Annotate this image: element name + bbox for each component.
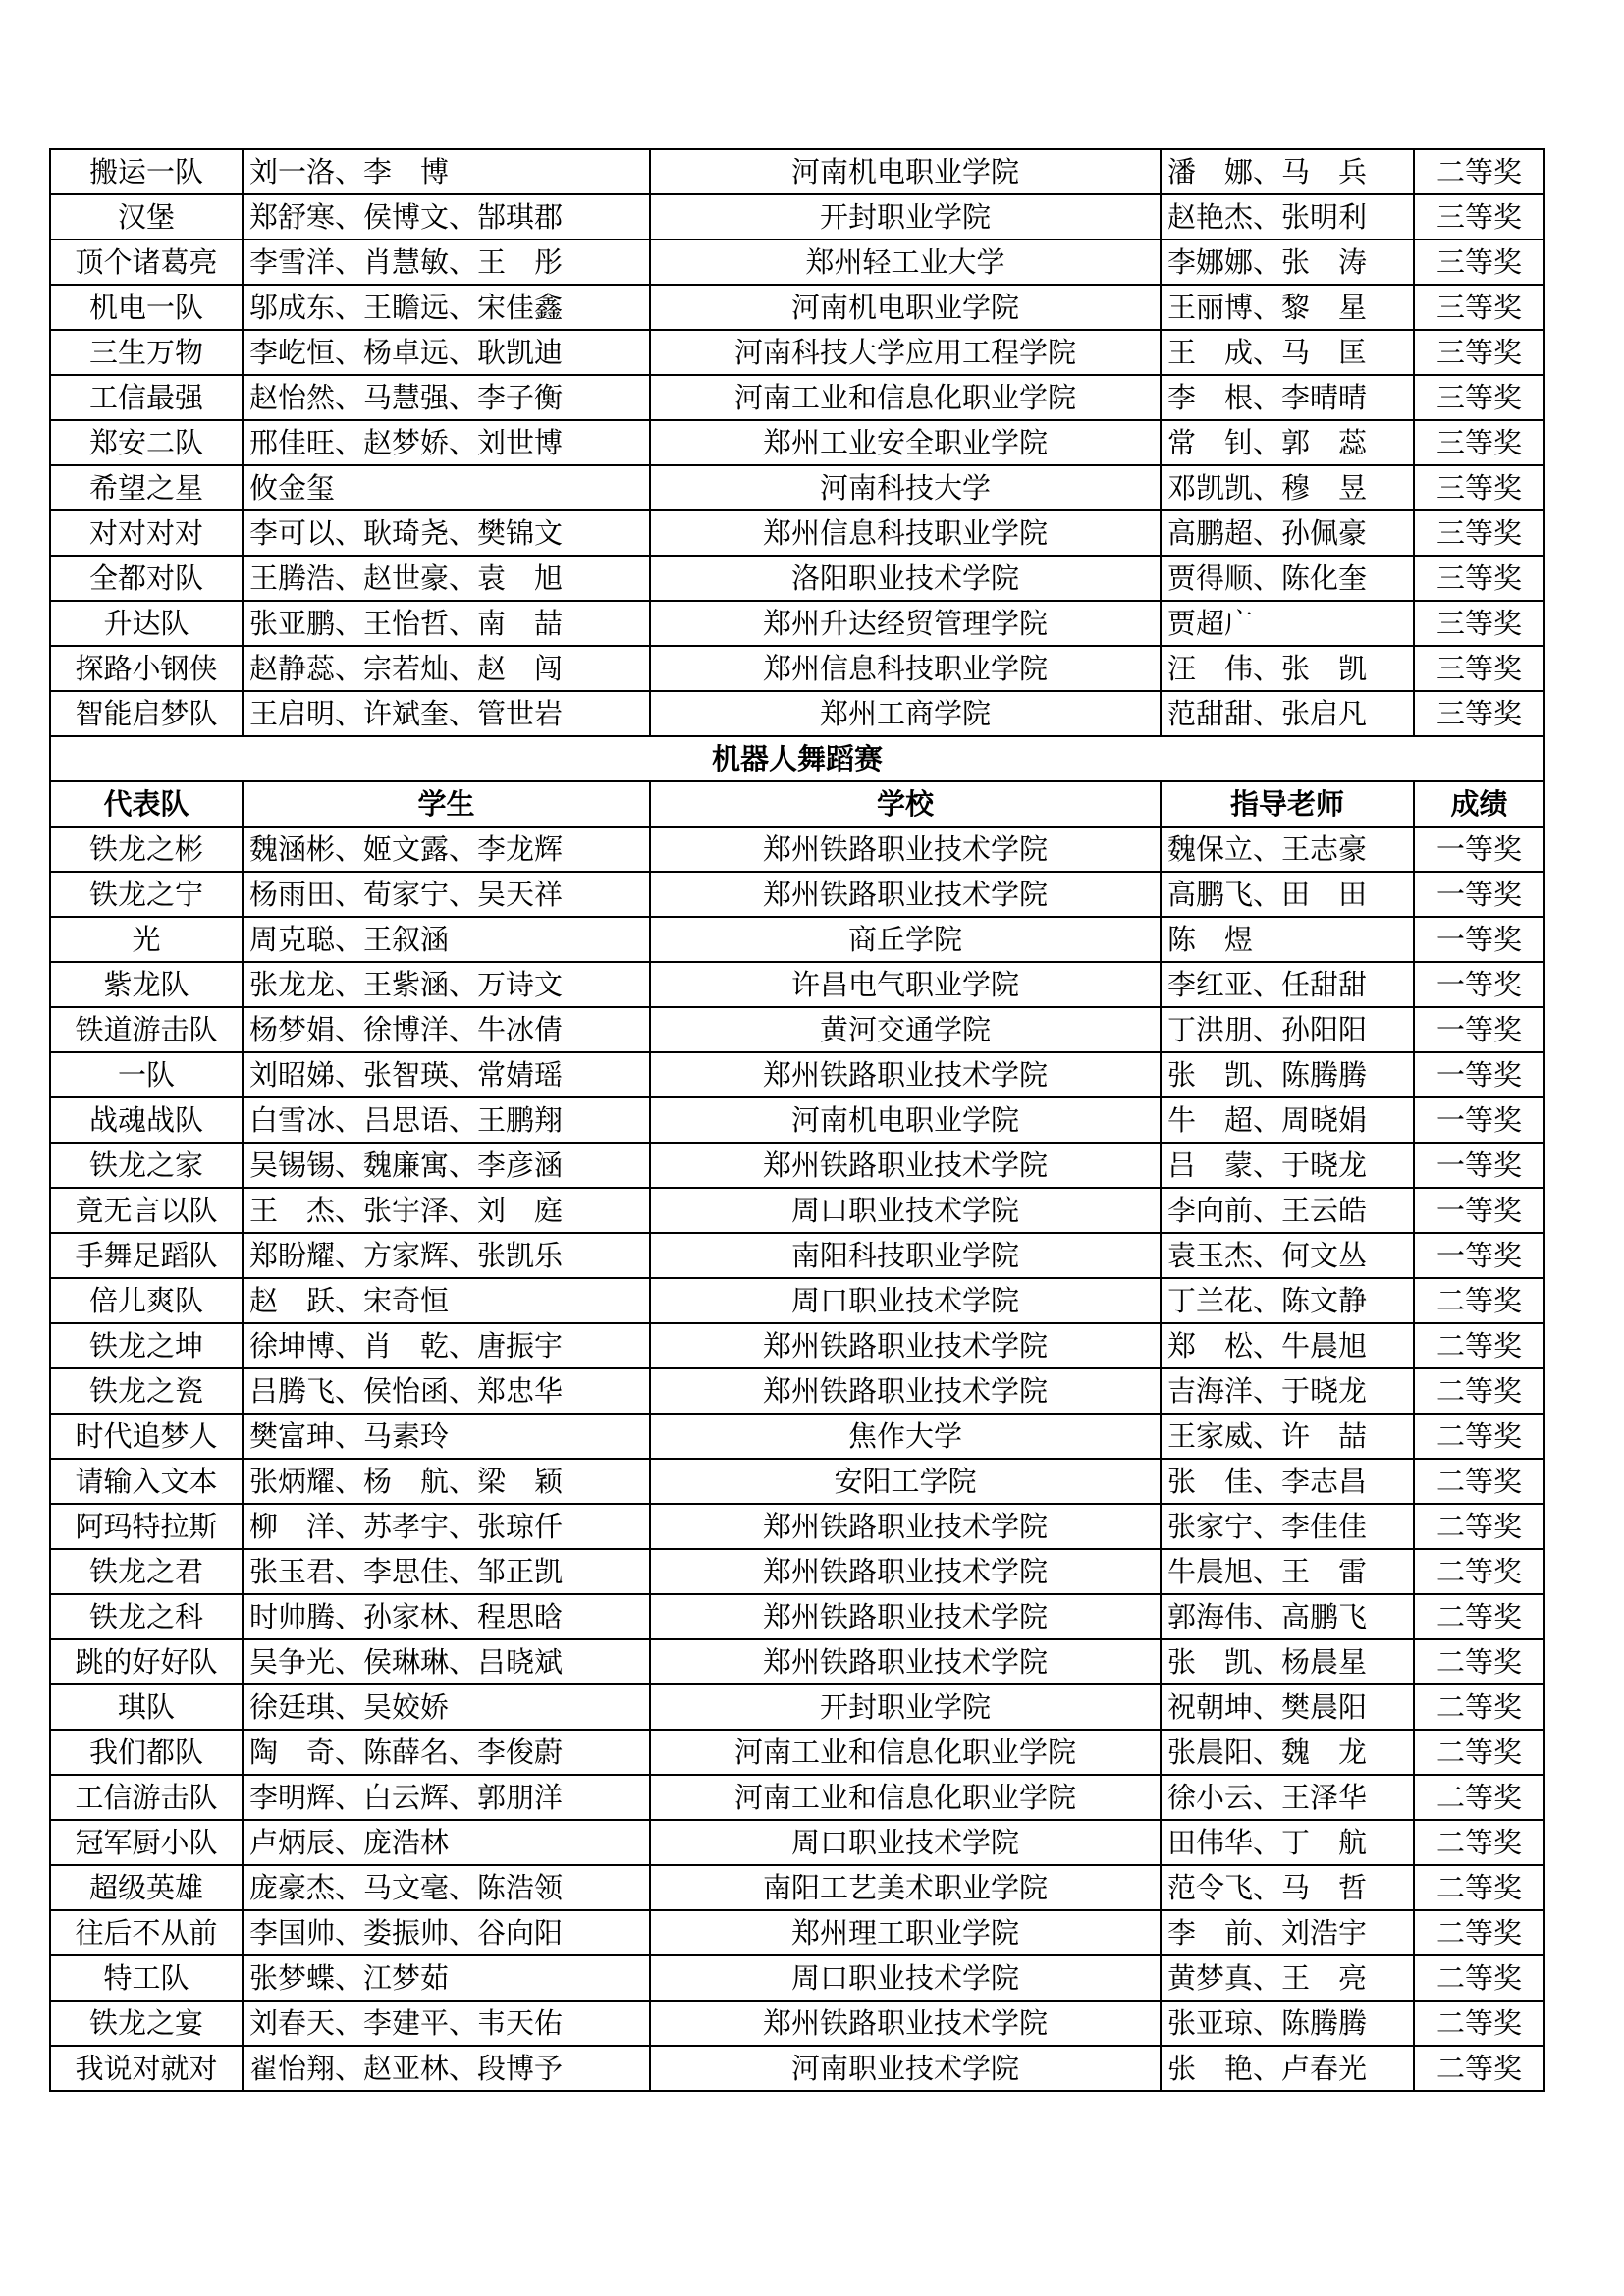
students-cell: 王腾浩、赵世豪、袁 旭 xyxy=(243,556,650,601)
team-cell: 战魂战队 xyxy=(50,1097,243,1143)
school-cell: 开封职业学院 xyxy=(650,194,1161,240)
teachers-cell: 张晨阳、魏 龙 xyxy=(1161,1730,1414,1775)
students-cell: 邬成东、王瞻远、宋佳鑫 xyxy=(243,285,650,330)
students-cell: 李屹恒、杨卓远、耿凯迪 xyxy=(243,330,650,375)
table-row xyxy=(50,827,1544,872)
award-cell: 二等奖 xyxy=(1414,1730,1544,1775)
students-cell: 徐坤博、肖 乾、唐振宇 xyxy=(243,1323,650,1368)
students-cell: 赵静蕊、宗若灿、赵 闯 xyxy=(243,646,650,691)
table-row xyxy=(50,1820,1544,1865)
teachers-cell: 李向前、王云皓 xyxy=(1161,1188,1414,1233)
table-row xyxy=(50,872,1544,917)
award-cell: 三等奖 xyxy=(1414,194,1544,240)
table-row xyxy=(50,1955,1544,2001)
teachers-cell: 李 根、李晴晴 xyxy=(1161,375,1414,420)
table-row xyxy=(50,1684,1544,1730)
teachers-cell: 潘 娜、马 兵 xyxy=(1161,149,1414,194)
students-cell: 张梦蝶、江梦茹 xyxy=(243,1955,650,2001)
teachers-cell: 祝朝坤、樊晨阳 xyxy=(1161,1684,1414,1730)
award-cell: 三等奖 xyxy=(1414,646,1544,691)
school-cell: 郑州信息科技职业学院 xyxy=(650,646,1161,691)
team-cell: 铁道游击队 xyxy=(50,1007,243,1052)
award-cell: 二等奖 xyxy=(1414,1414,1544,1459)
teachers-cell: 王家威、许 喆 xyxy=(1161,1414,1414,1459)
table-row xyxy=(50,1459,1544,1504)
school-cell: 郑州信息科技职业学院 xyxy=(650,510,1161,556)
award-cell: 二等奖 xyxy=(1414,2046,1544,2091)
students-cell: 吴争光、侯琳琳、吕晓斌 xyxy=(243,1639,650,1684)
school-cell: 许昌电气职业学院 xyxy=(650,962,1161,1007)
table-row xyxy=(50,1910,1544,1955)
students-cell: 赵怡然、马慧强、李子衡 xyxy=(243,375,650,420)
teachers-cell: 张 凯、杨晨星 xyxy=(1161,1639,1414,1684)
school-cell: 河南职业技术学院 xyxy=(650,2046,1161,2091)
table-row xyxy=(50,149,1544,194)
team-cell: 时代追梦人 xyxy=(50,1414,243,1459)
team-cell: 顶个诸葛亮 xyxy=(50,240,243,285)
team-cell: 铁龙之瓷 xyxy=(50,1368,243,1414)
team-cell: 跳的好好队 xyxy=(50,1639,243,1684)
school-cell: 郑州铁路职业技术学院 xyxy=(650,1639,1161,1684)
students-cell: 魏涵彬、姬文露、李龙辉 xyxy=(243,827,650,872)
team-cell: 全都对队 xyxy=(50,556,243,601)
table-row xyxy=(50,1143,1544,1188)
table-row xyxy=(50,1730,1544,1775)
award-cell: 一等奖 xyxy=(1414,1052,1544,1097)
teachers-cell: 丁兰花、陈文静 xyxy=(1161,1278,1414,1323)
teachers-cell: 郭海伟、高鹏飞 xyxy=(1161,1594,1414,1639)
table-row xyxy=(50,1188,1544,1233)
table-row xyxy=(50,556,1544,601)
teachers-cell: 李娜娜、张 涛 xyxy=(1161,240,1414,285)
teachers-cell: 范令飞、马 哲 xyxy=(1161,1865,1414,1910)
award-cell: 二等奖 xyxy=(1414,1820,1544,1865)
school-cell: 商丘学院 xyxy=(650,917,1161,962)
table-row xyxy=(50,1233,1544,1278)
school-cell: 郑州工业安全职业学院 xyxy=(650,420,1161,465)
award-cell: 一等奖 xyxy=(1414,872,1544,917)
table-row xyxy=(50,1052,1544,1097)
award-cell: 二等奖 xyxy=(1414,1594,1544,1639)
teachers-cell: 贾超广 xyxy=(1161,601,1414,646)
students-cell: 徐廷琪、吴姣娇 xyxy=(243,1684,650,1730)
students-cell: 李明辉、白云辉、郭朋洋 xyxy=(243,1775,650,1820)
section-title-row xyxy=(50,736,1544,781)
school-cell: 开封职业学院 xyxy=(650,1684,1161,1730)
table-row xyxy=(50,285,1544,330)
school-cell: 河南机电职业学院 xyxy=(650,149,1161,194)
students-cell: 郑舒寒、侯博文、郜琪郡 xyxy=(243,194,650,240)
team-cell: 我们都队 xyxy=(50,1730,243,1775)
table-row xyxy=(50,1639,1544,1684)
award-cell: 二等奖 xyxy=(1414,1910,1544,1955)
students-cell: 杨雨田、荀家宁、吴天祥 xyxy=(243,872,650,917)
students-cell: 吴锡锡、魏廉寓、李彦涵 xyxy=(243,1143,650,1188)
teachers-cell: 张 佳、李志昌 xyxy=(1161,1459,1414,1504)
students-cell: 刘一洛、李 博 xyxy=(243,149,650,194)
team-cell: 冠军厨小队 xyxy=(50,1820,243,1865)
team-cell: 智能启梦队 xyxy=(50,691,243,736)
team-cell: 倍儿爽队 xyxy=(50,1278,243,1323)
award-cell: 二等奖 xyxy=(1414,1549,1544,1594)
award-cell: 三等奖 xyxy=(1414,240,1544,285)
award-cell: 一等奖 xyxy=(1414,827,1544,872)
school-cell: 河南机电职业学院 xyxy=(650,1097,1161,1143)
teachers-cell: 李 前、刘浩宇 xyxy=(1161,1910,1414,1955)
award-cell: 一等奖 xyxy=(1414,1097,1544,1143)
school-cell: 郑州铁路职业技术学院 xyxy=(650,2001,1161,2046)
award-cell: 二等奖 xyxy=(1414,149,1544,194)
teachers-cell: 邓凯凯、穆 昱 xyxy=(1161,465,1414,510)
table-row xyxy=(50,917,1544,962)
table-row xyxy=(50,1594,1544,1639)
award-cell: 三等奖 xyxy=(1414,465,1544,510)
award-cell: 二等奖 xyxy=(1414,2001,1544,2046)
school-cell: 南阳工艺美术职业学院 xyxy=(650,1865,1161,1910)
school-cell: 周口职业技术学院 xyxy=(650,1278,1161,1323)
award-cell: 三等奖 xyxy=(1414,285,1544,330)
teachers-cell: 汪 伟、张 凯 xyxy=(1161,646,1414,691)
table-row xyxy=(50,601,1544,646)
school-cell: 郑州铁路职业技术学院 xyxy=(650,827,1161,872)
students-cell: 杨梦娟、徐博洋、牛冰倩 xyxy=(243,1007,650,1052)
section-title: 机器人舞蹈赛 xyxy=(50,736,1544,781)
school-cell: 周口职业技术学院 xyxy=(650,1820,1161,1865)
students-cell: 赵 跃、宋奇恒 xyxy=(243,1278,650,1323)
table-row xyxy=(50,240,1544,285)
team-cell: 对对对对 xyxy=(50,510,243,556)
team-cell: 铁龙之宴 xyxy=(50,2001,243,2046)
award-cell: 三等奖 xyxy=(1414,601,1544,646)
table-row xyxy=(50,1368,1544,1414)
students-cell: 白雪冰、吕思语、王鹏翔 xyxy=(243,1097,650,1143)
table-row xyxy=(50,375,1544,420)
teachers-cell: 高鹏飞、田 田 xyxy=(1161,872,1414,917)
team-cell: 紫龙队 xyxy=(50,962,243,1007)
team-cell: 机电一队 xyxy=(50,285,243,330)
award-cell: 三等奖 xyxy=(1414,375,1544,420)
students-cell: 刘春天、李建平、韦天佑 xyxy=(243,2001,650,2046)
school-cell: 郑州铁路职业技术学院 xyxy=(650,1594,1161,1639)
award-cell: 二等奖 xyxy=(1414,1684,1544,1730)
team-cell: 铁龙之宁 xyxy=(50,872,243,917)
teachers-cell: 张 凯、陈腾腾 xyxy=(1161,1052,1414,1097)
table-row xyxy=(50,1414,1544,1459)
table-row xyxy=(50,1504,1544,1549)
school-cell: 郑州铁路职业技术学院 xyxy=(650,1052,1161,1097)
team-cell: 三生万物 xyxy=(50,330,243,375)
table-row xyxy=(50,1007,1544,1052)
teachers-cell: 吉海洋、于晓龙 xyxy=(1161,1368,1414,1414)
team-cell: 铁龙之科 xyxy=(50,1594,243,1639)
school-cell: 河南科技大学应用工程学院 xyxy=(650,330,1161,375)
team-cell: 往后不从前 xyxy=(50,1910,243,1955)
students-cell: 柳 洋、苏孝宇、张琼仟 xyxy=(243,1504,650,1549)
students-cell: 李雪洋、肖慧敏、王 彤 xyxy=(243,240,650,285)
school-cell: 郑州工商学院 xyxy=(650,691,1161,736)
header-students: 学生 xyxy=(243,781,650,827)
table-row xyxy=(50,194,1544,240)
school-cell: 郑州铁路职业技术学院 xyxy=(650,1504,1161,1549)
table-row xyxy=(50,1278,1544,1323)
teachers-cell: 高鹏超、孙佩豪 xyxy=(1161,510,1414,556)
school-cell: 河南机电职业学院 xyxy=(650,285,1161,330)
school-cell: 河南工业和信息化职业学院 xyxy=(650,1775,1161,1820)
students-cell: 张亚鹏、王怡哲、南 喆 xyxy=(243,601,650,646)
school-cell: 焦作大学 xyxy=(650,1414,1161,1459)
school-cell: 河南工业和信息化职业学院 xyxy=(650,375,1161,420)
students-cell: 李可以、耿琦尧、樊锦文 xyxy=(243,510,650,556)
school-cell: 郑州铁路职业技术学院 xyxy=(650,872,1161,917)
students-cell: 张玉君、李思佳、邹正凯 xyxy=(243,1549,650,1594)
team-cell: 阿玛特拉斯 xyxy=(50,1504,243,1549)
table-row xyxy=(50,691,1544,736)
students-cell: 樊富珅、马素玲 xyxy=(243,1414,650,1459)
team-cell: 汉堡 xyxy=(50,194,243,240)
school-cell: 南阳科技职业学院 xyxy=(650,1233,1161,1278)
school-cell: 黄河交通学院 xyxy=(650,1007,1161,1052)
dance-section-header xyxy=(50,736,1544,827)
award-cell: 一等奖 xyxy=(1414,1188,1544,1233)
students-cell: 攸金玺 xyxy=(243,465,650,510)
team-cell: 琪队 xyxy=(50,1684,243,1730)
team-cell: 升达队 xyxy=(50,601,243,646)
table-row xyxy=(50,1865,1544,1910)
table-row xyxy=(50,962,1544,1007)
teachers-cell: 王丽博、黎 星 xyxy=(1161,285,1414,330)
team-cell: 一队 xyxy=(50,1052,243,1097)
award-cell: 一等奖 xyxy=(1414,917,1544,962)
team-cell: 特工队 xyxy=(50,1955,243,2001)
students-cell: 卢炳辰、庞浩林 xyxy=(243,1820,650,1865)
students-cell: 周克聪、王叙涵 xyxy=(243,917,650,962)
teachers-cell: 徐小云、王泽华 xyxy=(1161,1775,1414,1820)
school-cell: 洛阳职业技术学院 xyxy=(650,556,1161,601)
school-cell: 郑州理工职业学院 xyxy=(650,1910,1161,1955)
teachers-cell: 陈 煜 xyxy=(1161,917,1414,962)
award-cell: 二等奖 xyxy=(1414,1504,1544,1549)
team-cell: 工信游击队 xyxy=(50,1775,243,1820)
dance-section-rows xyxy=(50,827,1544,2091)
team-cell: 铁龙之彬 xyxy=(50,827,243,872)
students-cell: 翟怡翔、赵亚林、段博予 xyxy=(243,2046,650,2091)
table-row xyxy=(50,330,1544,375)
students-cell: 王 杰、张宇泽、刘 庭 xyxy=(243,1188,650,1233)
header-team: 代表队 xyxy=(50,781,243,827)
school-cell: 周口职业技术学院 xyxy=(650,1188,1161,1233)
school-cell: 安阳工学院 xyxy=(650,1459,1161,1504)
award-cell: 二等奖 xyxy=(1414,1459,1544,1504)
school-cell: 郑州轻工业大学 xyxy=(650,240,1161,285)
header-teachers: 指导老师 xyxy=(1161,781,1414,827)
team-cell: 请输入文本 xyxy=(50,1459,243,1504)
award-cell: 一等奖 xyxy=(1414,962,1544,1007)
team-cell: 搬运一队 xyxy=(50,149,243,194)
teachers-cell: 吕 蒙、于晓龙 xyxy=(1161,1143,1414,1188)
header-award: 成绩 xyxy=(1414,781,1544,827)
school-cell: 郑州铁路职业技术学院 xyxy=(650,1323,1161,1368)
table-row xyxy=(50,1549,1544,1594)
team-cell: 光 xyxy=(50,917,243,962)
school-cell: 郑州铁路职业技术学院 xyxy=(650,1368,1161,1414)
students-cell: 王启明、许斌奎、管世岩 xyxy=(243,691,650,736)
teachers-cell: 牛晨旭、王 雷 xyxy=(1161,1549,1414,1594)
team-cell: 铁龙之家 xyxy=(50,1143,243,1188)
team-cell: 工信最强 xyxy=(50,375,243,420)
students-cell: 刘昭娣、张智瑛、常婧瑶 xyxy=(243,1052,650,1097)
team-cell: 希望之星 xyxy=(50,465,243,510)
teachers-cell: 黄梦真、王 亮 xyxy=(1161,1955,1414,2001)
award-cell: 二等奖 xyxy=(1414,1865,1544,1910)
teachers-cell: 王 成、马 匡 xyxy=(1161,330,1414,375)
students-cell: 张炳耀、杨 航、梁 颖 xyxy=(243,1459,650,1504)
table-row xyxy=(50,2046,1544,2091)
students-cell: 陶 奇、陈薛名、李俊蔚 xyxy=(243,1730,650,1775)
students-cell: 吕腾飞、侯怡函、郑忠华 xyxy=(243,1368,650,1414)
students-cell: 庞豪杰、马文毫、陈浩领 xyxy=(243,1865,650,1910)
award-cell: 二等奖 xyxy=(1414,1955,1544,2001)
teachers-cell: 贾得顺、陈化奎 xyxy=(1161,556,1414,601)
award-cell: 三等奖 xyxy=(1414,330,1544,375)
students-cell: 郑盼耀、方家辉、张凯乐 xyxy=(243,1233,650,1278)
teachers-cell: 袁玉杰、何文丛 xyxy=(1161,1233,1414,1278)
students-cell: 邢佳旺、赵梦娇、刘世博 xyxy=(243,420,650,465)
teachers-cell: 田伟华、丁 航 xyxy=(1161,1820,1414,1865)
award-cell: 三等奖 xyxy=(1414,691,1544,736)
table-row xyxy=(50,1323,1544,1368)
teachers-cell: 张家宁、李佳佳 xyxy=(1161,1504,1414,1549)
school-cell: 郑州铁路职业技术学院 xyxy=(650,1143,1161,1188)
students-cell: 时帅腾、孙家林、程思晗 xyxy=(243,1594,650,1639)
award-cell: 一等奖 xyxy=(1414,1143,1544,1188)
award-cell: 一等奖 xyxy=(1414,1233,1544,1278)
award-cell: 二等奖 xyxy=(1414,1639,1544,1684)
teachers-cell: 李红亚、任甜甜 xyxy=(1161,962,1414,1007)
team-cell: 探路小钢侠 xyxy=(50,646,243,691)
table-row xyxy=(50,420,1544,465)
previous-section-rows xyxy=(50,149,1544,736)
teachers-cell: 魏保立、王志豪 xyxy=(1161,827,1414,872)
award-cell: 二等奖 xyxy=(1414,1323,1544,1368)
column-header-row xyxy=(50,781,1544,827)
teachers-cell: 范甜甜、张启凡 xyxy=(1161,691,1414,736)
award-cell: 二等奖 xyxy=(1414,1278,1544,1323)
school-cell: 周口职业技术学院 xyxy=(650,1955,1161,2001)
team-cell: 竟无言以队 xyxy=(50,1188,243,1233)
teachers-cell: 郑 松、牛晨旭 xyxy=(1161,1323,1414,1368)
table-row xyxy=(50,465,1544,510)
award-cell: 一等奖 xyxy=(1414,1007,1544,1052)
award-cell: 二等奖 xyxy=(1414,1368,1544,1414)
award-cell: 三等奖 xyxy=(1414,420,1544,465)
team-cell: 我说对就对 xyxy=(50,2046,243,2091)
table-row xyxy=(50,646,1544,691)
students-cell: 李国帅、娄振帅、谷向阳 xyxy=(243,1910,650,1955)
school-cell: 河南工业和信息化职业学院 xyxy=(650,1730,1161,1775)
table-row xyxy=(50,510,1544,556)
table-row xyxy=(50,1097,1544,1143)
award-cell: 三等奖 xyxy=(1414,510,1544,556)
team-cell: 铁龙之坤 xyxy=(50,1323,243,1368)
teachers-cell: 张亚琼、陈腾腾 xyxy=(1161,2001,1414,2046)
students-cell: 张龙龙、王紫涵、万诗文 xyxy=(243,962,650,1007)
award-cell: 二等奖 xyxy=(1414,1775,1544,1820)
school-cell: 河南科技大学 xyxy=(650,465,1161,510)
team-cell: 手舞足蹈队 xyxy=(50,1233,243,1278)
award-cell: 三等奖 xyxy=(1414,556,1544,601)
teachers-cell: 丁洪朋、孙阳阳 xyxy=(1161,1007,1414,1052)
teachers-cell: 常 钊、郭 蕊 xyxy=(1161,420,1414,465)
school-cell: 郑州铁路职业技术学院 xyxy=(650,1549,1161,1594)
teachers-cell: 张 艳、卢春光 xyxy=(1161,2046,1414,2091)
team-cell: 超级英雄 xyxy=(50,1865,243,1910)
table-row xyxy=(50,1775,1544,1820)
team-cell: 郑安二队 xyxy=(50,420,243,465)
team-cell: 铁龙之君 xyxy=(50,1549,243,1594)
header-school: 学校 xyxy=(650,781,1161,827)
teachers-cell: 牛 超、周晓娟 xyxy=(1161,1097,1414,1143)
table-row xyxy=(50,2001,1544,2046)
school-cell: 郑州升达经贸管理学院 xyxy=(650,601,1161,646)
awards-table xyxy=(49,148,1545,2092)
teachers-cell: 赵艳杰、张明利 xyxy=(1161,194,1414,240)
